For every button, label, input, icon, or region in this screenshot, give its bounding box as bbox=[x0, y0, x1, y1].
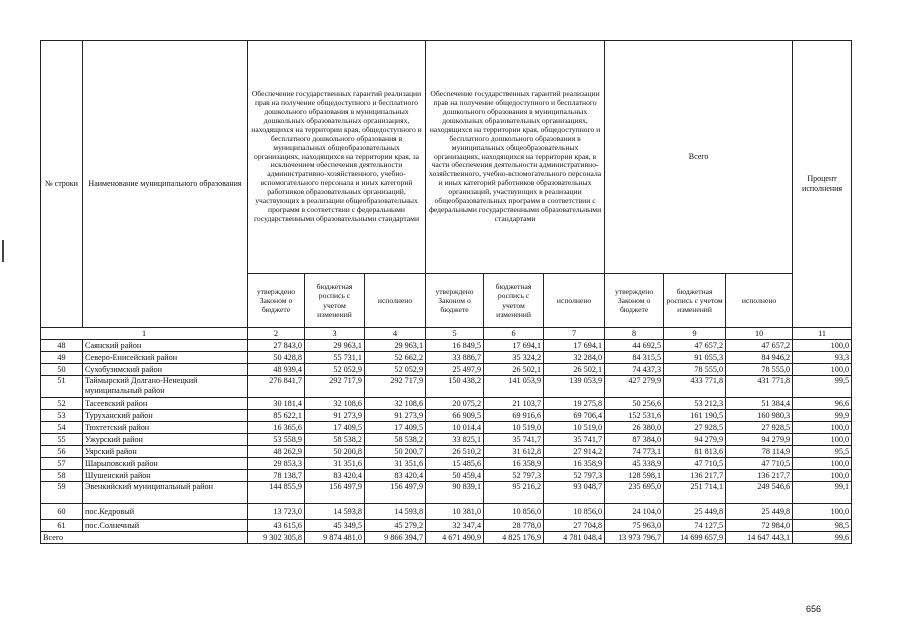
budget-report-table bbox=[40, 40, 852, 544]
value-cell: 83 420,4 bbox=[305, 470, 365, 482]
table-row bbox=[41, 458, 852, 470]
percent-cell: 96,6 bbox=[793, 398, 852, 410]
header-percent: Процент исполнения bbox=[793, 41, 852, 328]
value-cell: 27 928,5 bbox=[726, 422, 793, 434]
percent-cell: 100,0 bbox=[793, 470, 852, 482]
table-row bbox=[41, 340, 852, 352]
row-number: 54 bbox=[41, 422, 83, 434]
table-row bbox=[41, 352, 852, 364]
value-cell: 81 813,6 bbox=[664, 446, 726, 458]
value-cell: 31 351,6 bbox=[305, 458, 365, 470]
row-number: 59 bbox=[41, 482, 83, 504]
value-cell: 31 351,6 bbox=[365, 458, 426, 470]
header-row-groups bbox=[41, 41, 852, 274]
value-cell: 33 825,1 bbox=[426, 434, 484, 446]
header-group-2: Обеспечение государственных гарантий реализации прав на получение общедоступного и бесплатного дошкольного образования в муниципальных дошкольных образовательных организациях, находящихся на территории края, общедоступного и бесплатного дошкольного образования в муниципальных общеобразовательных организациях, находящихся на территории края, в части обеспечения деятельности административно-хозяйственного, учебно-вспомогательного персонала и иных категорий работников образовательных организаций, участвующих в реализации общеобразовательных программ в соответствии с федеральными государственными образовательными стандартами bbox=[426, 41, 605, 274]
table-row bbox=[41, 434, 852, 446]
table-row bbox=[41, 446, 852, 458]
row-number: 50 bbox=[41, 364, 83, 376]
row-number: 55 bbox=[41, 434, 83, 446]
percent-cell: 100,0 bbox=[793, 340, 852, 352]
value-cell: 31 612,8 bbox=[484, 446, 544, 458]
scan-margin-mark bbox=[2, 240, 4, 262]
header-budget-list: бюджетная роспись с учетом изменений bbox=[664, 274, 726, 328]
value-cell: 28 778,0 bbox=[484, 520, 544, 532]
percent-cell: 100,0 bbox=[793, 458, 852, 470]
municipality-name: Саянский район bbox=[83, 340, 248, 352]
value-cell: 78 138,7 bbox=[248, 470, 305, 482]
value-cell: 78 114,9 bbox=[726, 446, 793, 458]
value-cell: 69 916,6 bbox=[484, 410, 544, 422]
value-cell: 87 384,0 bbox=[605, 434, 664, 446]
value-cell: 29 963,1 bbox=[365, 340, 426, 352]
column-number: 2 bbox=[248, 328, 305, 340]
row-number: 61 bbox=[41, 520, 83, 532]
header-executed: исполнено bbox=[544, 274, 605, 328]
percent-cell: 100,0 bbox=[793, 504, 852, 520]
value-cell: 26 510,2 bbox=[426, 446, 484, 458]
header-group-1: Обеспечение государственных гарантий реализации прав на получение общедоступного и бесплатного дошкольного образования в муниципальных дошкольных образовательных организациях, находящихся на территории края, общедоступного и бесплатного дошкольного образования в муниципальных общеобразовательных организациях, находящихся на территории края, за исключением обеспечения деятельности административно-хозяйственного, учебно-вспомогательного персонала и иных категорий работников образовательных организаций, участвующих в реализации общеобразовательных программ в соответствии с федеральными государственными образовательными стандартами bbox=[248, 41, 426, 274]
row-number: 58 bbox=[41, 470, 83, 482]
header-executed: исполнено bbox=[726, 274, 793, 328]
value-cell: 25 449,8 bbox=[726, 504, 793, 520]
value-cell: 17 409,5 bbox=[365, 422, 426, 434]
row-number: 51 bbox=[41, 376, 83, 398]
percent-cell: 99,5 bbox=[793, 376, 852, 398]
column-number: 11 bbox=[793, 328, 852, 340]
municipality-name: Уярский район bbox=[83, 446, 248, 458]
total-percent-cell: 99,6 bbox=[793, 532, 852, 544]
value-cell: 53 212,3 bbox=[664, 398, 726, 410]
value-cell: 276 841,7 bbox=[248, 376, 305, 398]
value-cell: 15 485,6 bbox=[426, 458, 484, 470]
value-cell: 433 771,8 bbox=[664, 376, 726, 398]
value-cell: 48 262,9 bbox=[248, 446, 305, 458]
value-cell: 25 497,9 bbox=[426, 364, 484, 376]
value-cell: 144 855,9 bbox=[248, 482, 305, 504]
table-row bbox=[41, 398, 852, 410]
value-cell: 292 717,9 bbox=[365, 376, 426, 398]
value-cell: 249 546,6 bbox=[726, 482, 793, 504]
municipality-name: Туруханский район bbox=[83, 410, 248, 422]
row-number: 53 bbox=[41, 410, 83, 422]
value-cell: 47 710,5 bbox=[664, 458, 726, 470]
value-cell: 84 946,2 bbox=[726, 352, 793, 364]
header-executed: исполнено bbox=[365, 274, 426, 328]
municipality-name: пос.Солнечный bbox=[83, 520, 248, 532]
table-row bbox=[41, 364, 852, 376]
value-cell: 35 324,2 bbox=[484, 352, 544, 364]
value-cell: 29 963,1 bbox=[305, 340, 365, 352]
value-cell: 16 849,5 bbox=[426, 340, 484, 352]
value-cell: 26 502,1 bbox=[544, 364, 605, 376]
column-number: 1 bbox=[41, 328, 248, 340]
value-cell: 47 710,5 bbox=[726, 458, 793, 470]
value-cell: 78 555,0 bbox=[726, 364, 793, 376]
value-cell: 78 555,0 bbox=[664, 364, 726, 376]
value-cell: 27 928,5 bbox=[664, 422, 726, 434]
value-cell: 156 497,9 bbox=[365, 482, 426, 504]
value-cell: 136 217,7 bbox=[664, 470, 726, 482]
value-cell: 10 519,0 bbox=[544, 422, 605, 434]
value-cell: 74 437,3 bbox=[605, 364, 664, 376]
value-cell: 94 279,9 bbox=[726, 434, 793, 446]
value-cell: 431 771,8 bbox=[726, 376, 793, 398]
value-cell: 32 108,6 bbox=[305, 398, 365, 410]
table-row bbox=[41, 422, 852, 434]
value-cell: 24 104,0 bbox=[605, 504, 664, 520]
value-cell: 91 273,9 bbox=[305, 410, 365, 422]
value-cell: 45 338,9 bbox=[605, 458, 664, 470]
total-label: Всего bbox=[41, 532, 248, 544]
value-cell: 32 108,6 bbox=[365, 398, 426, 410]
value-cell: 16 365,6 bbox=[248, 422, 305, 434]
value-cell: 35 741,7 bbox=[484, 434, 544, 446]
value-cell: 44 692,5 bbox=[605, 340, 664, 352]
row-number: 56 bbox=[41, 446, 83, 458]
value-cell: 58 538,2 bbox=[305, 434, 365, 446]
header-budget-list: бюджетная роспись с учетом изменений bbox=[305, 274, 365, 328]
value-cell: 83 420,4 bbox=[365, 470, 426, 482]
municipality-name: Шарыповский район bbox=[83, 458, 248, 470]
table-row bbox=[41, 504, 852, 520]
value-cell: 50 459,4 bbox=[426, 470, 484, 482]
row-number: 49 bbox=[41, 352, 83, 364]
value-cell: 161 190,5 bbox=[664, 410, 726, 422]
value-cell: 152 531,6 bbox=[605, 410, 664, 422]
value-cell: 52 052,9 bbox=[365, 364, 426, 376]
percent-cell: 99,9 bbox=[793, 410, 852, 422]
value-cell: 72 984,0 bbox=[726, 520, 793, 532]
value-cell: 55 731,1 bbox=[305, 352, 365, 364]
value-cell: 156 497,9 bbox=[305, 482, 365, 504]
value-cell: 85 622,1 bbox=[248, 410, 305, 422]
municipality-name: пос.Кедровый bbox=[83, 504, 248, 520]
value-cell: 128 598,1 bbox=[605, 470, 664, 482]
value-cell: 19 275,8 bbox=[544, 398, 605, 410]
total-value-cell: 4 781 048,4 bbox=[544, 532, 605, 544]
value-cell: 17 409,5 bbox=[305, 422, 365, 434]
percent-cell: 100,0 bbox=[793, 434, 852, 446]
value-cell: 10 014,4 bbox=[426, 422, 484, 434]
value-cell: 52 662,2 bbox=[365, 352, 426, 364]
column-number: 4 bbox=[365, 328, 426, 340]
row-number: 57 bbox=[41, 458, 83, 470]
header-row-no: № строки bbox=[41, 41, 83, 328]
value-cell: 141 053,9 bbox=[484, 376, 544, 398]
municipality-name: Эвенкийский муниципальный район bbox=[83, 482, 248, 504]
value-cell: 33 886,7 bbox=[426, 352, 484, 364]
municipality-name: Северо-Енисейский район bbox=[83, 352, 248, 364]
value-cell: 69 706,4 bbox=[544, 410, 605, 422]
value-cell: 136 217,7 bbox=[726, 470, 793, 482]
value-cell: 52 052,9 bbox=[305, 364, 365, 376]
value-cell: 93 048,7 bbox=[544, 482, 605, 504]
table-row bbox=[41, 520, 852, 532]
value-cell: 27 914,2 bbox=[544, 446, 605, 458]
percent-cell: 100,0 bbox=[793, 422, 852, 434]
value-cell: 16 358,9 bbox=[544, 458, 605, 470]
value-cell: 235 695,0 bbox=[605, 482, 664, 504]
value-cell: 50 200,8 bbox=[305, 446, 365, 458]
percent-cell: 98,5 bbox=[793, 520, 852, 532]
percent-cell: 93,3 bbox=[793, 352, 852, 364]
column-number: 8 bbox=[605, 328, 664, 340]
value-cell: 50 256,6 bbox=[605, 398, 664, 410]
value-cell: 52 797,3 bbox=[484, 470, 544, 482]
value-cell: 150 438,2 bbox=[426, 376, 484, 398]
value-cell: 17 694,1 bbox=[544, 340, 605, 352]
value-cell: 48 939,4 bbox=[248, 364, 305, 376]
value-cell: 160 980,3 bbox=[726, 410, 793, 422]
value-cell: 26 502,1 bbox=[484, 364, 544, 376]
municipality-name: Таймырский Долгано-Ненецкий муниципальный район bbox=[83, 376, 248, 398]
value-cell: 27 843,0 bbox=[248, 340, 305, 352]
value-cell: 52 797,3 bbox=[544, 470, 605, 482]
municipality-name: Шушенский район bbox=[83, 470, 248, 482]
total-value-cell: 13 973 796,7 bbox=[605, 532, 664, 544]
page-number: 656 bbox=[806, 604, 822, 614]
value-cell: 58 538,2 bbox=[365, 434, 426, 446]
column-number-row bbox=[41, 328, 852, 340]
header-municipality: Наименование муниципального образования bbox=[83, 41, 248, 328]
column-number: 5 bbox=[426, 328, 484, 340]
percent-cell: 95,5 bbox=[793, 446, 852, 458]
header-approved: утверждено Законом о бюджете bbox=[605, 274, 664, 328]
value-cell: 21 103,7 bbox=[484, 398, 544, 410]
value-cell: 66 909,5 bbox=[426, 410, 484, 422]
value-cell: 32 347,4 bbox=[426, 520, 484, 532]
municipality-name: Тасеевский район bbox=[83, 398, 248, 410]
value-cell: 53 558,9 bbox=[248, 434, 305, 446]
value-cell: 13 723,0 bbox=[248, 504, 305, 520]
value-cell: 10 381,0 bbox=[426, 504, 484, 520]
column-number: 9 bbox=[664, 328, 726, 340]
value-cell: 10 856,0 bbox=[544, 504, 605, 520]
value-cell: 43 615,6 bbox=[248, 520, 305, 532]
value-cell: 90 839,1 bbox=[426, 482, 484, 504]
total-value-cell: 4 825 176,9 bbox=[484, 532, 544, 544]
percent-cell: 99,1 bbox=[793, 482, 852, 504]
header-budget-list: бюджетная роспись с учетом изменений bbox=[484, 274, 544, 328]
value-cell: 427 279,9 bbox=[605, 376, 664, 398]
value-cell: 10 856,0 bbox=[484, 504, 544, 520]
value-cell: 91 055,3 bbox=[664, 352, 726, 364]
percent-cell: 100,0 bbox=[793, 364, 852, 376]
column-number: 6 bbox=[484, 328, 544, 340]
value-cell: 14 593,8 bbox=[305, 504, 365, 520]
total-row bbox=[41, 532, 852, 544]
table-row bbox=[41, 410, 852, 422]
value-cell: 251 714,1 bbox=[664, 482, 726, 504]
value-cell: 75 963,0 bbox=[605, 520, 664, 532]
value-cell: 51 384,4 bbox=[726, 398, 793, 410]
value-cell: 10 519,0 bbox=[484, 422, 544, 434]
table-row bbox=[41, 482, 852, 504]
value-cell: 74 127,5 bbox=[664, 520, 726, 532]
value-cell: 94 279,9 bbox=[664, 434, 726, 446]
column-number: 3 bbox=[305, 328, 365, 340]
value-cell: 139 053,9 bbox=[544, 376, 605, 398]
total-value-cell: 4 671 490,9 bbox=[426, 532, 484, 544]
table-row bbox=[41, 470, 852, 482]
column-number: 7 bbox=[544, 328, 605, 340]
value-cell: 50 428,8 bbox=[248, 352, 305, 364]
value-cell: 292 717,9 bbox=[305, 376, 365, 398]
column-number: 10 bbox=[726, 328, 793, 340]
value-cell: 45 349,5 bbox=[305, 520, 365, 532]
value-cell: 17 694,1 bbox=[484, 340, 544, 352]
municipality-name: Тюхтетский район bbox=[83, 422, 248, 434]
value-cell: 45 279,2 bbox=[365, 520, 426, 532]
value-cell: 95 216,2 bbox=[484, 482, 544, 504]
municipality-name: Ужурский район bbox=[83, 434, 248, 446]
value-cell: 74 773,1 bbox=[605, 446, 664, 458]
total-value-cell: 9 302 305,8 bbox=[248, 532, 305, 544]
header-approved: утверждено Законом о бюджете bbox=[426, 274, 484, 328]
value-cell: 16 358,9 bbox=[484, 458, 544, 470]
header-total: Всего bbox=[605, 41, 793, 274]
municipality-name: Сухобузимский район bbox=[83, 364, 248, 376]
row-number: 52 bbox=[41, 398, 83, 410]
value-cell: 47 657,2 bbox=[664, 340, 726, 352]
value-cell: 29 853,3 bbox=[248, 458, 305, 470]
total-value-cell: 14 699 657,9 bbox=[664, 532, 726, 544]
table-row bbox=[41, 376, 852, 398]
header-approved: утверждено Законом о бюджете bbox=[248, 274, 305, 328]
value-cell: 50 200,7 bbox=[365, 446, 426, 458]
total-value-cell: 14 647 443,1 bbox=[726, 532, 793, 544]
row-number: 60 bbox=[41, 504, 83, 520]
value-cell: 32 284,0 bbox=[544, 352, 605, 364]
value-cell: 27 704,8 bbox=[544, 520, 605, 532]
value-cell: 35 741,7 bbox=[544, 434, 605, 446]
value-cell: 84 315,5 bbox=[605, 352, 664, 364]
value-cell: 47 657,2 bbox=[726, 340, 793, 352]
value-cell: 30 181,4 bbox=[248, 398, 305, 410]
total-value-cell: 9 866 394,7 bbox=[365, 532, 426, 544]
value-cell: 25 449,8 bbox=[664, 504, 726, 520]
value-cell: 91 273,9 bbox=[365, 410, 426, 422]
value-cell: 14 593,8 bbox=[365, 504, 426, 520]
value-cell: 20 075,2 bbox=[426, 398, 484, 410]
row-number: 48 bbox=[41, 340, 83, 352]
value-cell: 26 380,0 bbox=[605, 422, 664, 434]
total-value-cell: 9 874 481,0 bbox=[305, 532, 365, 544]
